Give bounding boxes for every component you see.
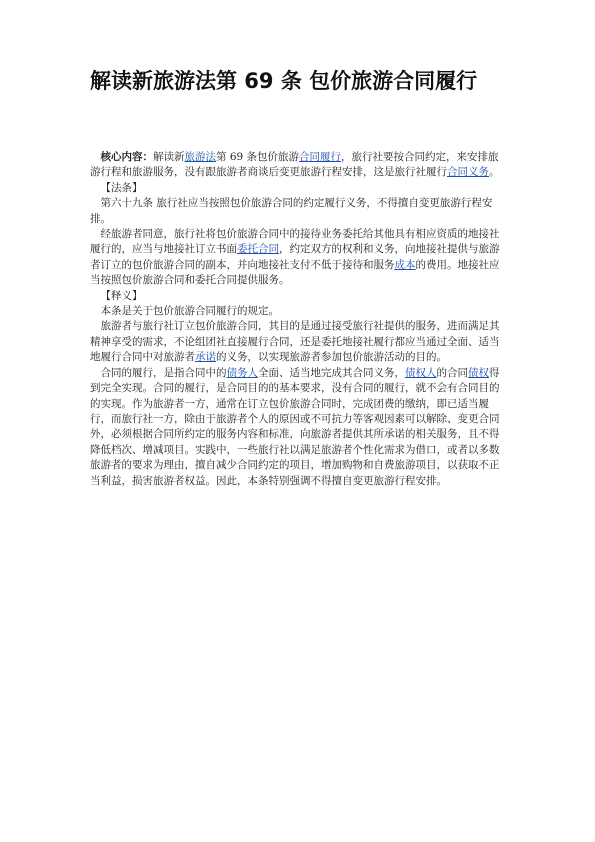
law-heading: 【法条】 [100, 181, 143, 194]
link-contract-performance[interactable]: 合同履行 [299, 151, 342, 163]
explanation-paragraph-3 [90, 366, 506, 489]
link-cost[interactable]: 成本 [394, 258, 416, 271]
summary-text: 第 69 条包价旅游 [216, 151, 300, 163]
explanation-text: 的义务，以实现旅游者参加包价旅游活动的目的。 [216, 351, 447, 364]
law-text: 的费用。地接社应当按照包价旅游合同和委托合同提供服务。 [90, 258, 500, 287]
page-title: 解读新旅游法第 69 条 包价旅游合同履行 [90, 69, 478, 93]
law-paragraph-2 [90, 227, 506, 289]
law-paragraph-1: 第六十九条 旅行社应当按照包价旅游合同的约定履行义务，不得擅自变更旅游行程安排。 [90, 197, 493, 225]
explanation-text: 全面、适当地完成其合同义务， [258, 366, 405, 379]
summary-paragraph [90, 150, 506, 181]
explanation-paragraph-2 [90, 319, 506, 365]
summary-text: 。 [489, 166, 500, 179]
law-text: ，约定双方的权利和义务，向地接社提供与旅游者订立的包价旅游合同的副本，并向地接社支付不低于接待和服务 [90, 243, 500, 271]
law-text: 经旅游者同意，旅行社将包价旅游合同中的接待业务委托给其他具有相应资质的地接社履行的，应当与地接社订立书面 [90, 228, 500, 256]
link-debtor[interactable]: 债务人 [226, 366, 258, 379]
explanation-text: 的合同 [436, 366, 468, 379]
link-tourism-law[interactable]: 旅游法 [184, 151, 216, 163]
explanation-paragraph-1: 本条是关于包价旅游合同履行的规定。 [100, 305, 279, 318]
summary-text: ，旅行社要按合同约定，来安排旅游行程和旅游服务，没有跟旅游者商谈后变更旅游行程安排，这是旅行社履行 [90, 151, 499, 179]
link-contract-obligation[interactable]: 合同义务 [447, 166, 489, 179]
link-entrustment-contract[interactable]: 委托合同 [237, 243, 279, 256]
explanation-text: 旅游者与旅行社订立包价旅游合同，其目的是通过接受旅行社提供的服务，进而满足其精神享受的需求，不论组团社直接履行合同，还是委托地接社履行都应当通过全面、适当地履行合同中对旅游者 [90, 320, 500, 364]
link-claim[interactable]: 债权 [468, 366, 489, 379]
summary-label: 核心内容： [100, 151, 153, 163]
explanation-heading: 【释义】 [100, 289, 143, 302]
link-promise[interactable]: 承诺 [195, 351, 216, 364]
article-body [90, 150, 506, 489]
explanation-text: 合同的履行，是指合同中的 [100, 366, 227, 379]
explanation-text: 得到完全实现。合同的履行，是合同目的的基本要求，没有合同的履行，就不会有合同目的的实现。作为旅游者一方，通常在订立包价旅游合同时，完成团费的缴纳，即已适当履行，而旅行社一方，除由于旅游者个人的原因或不可抗力等客观因素可以解除、变更合同外，必须根据合同所约定的服务内容和标准，向旅游者提供其所承诺的相关服务，且不得降低档次、增减项目。实践中，一些旅行社以满足旅游者个性化需求为借口，或者以多数旅游者的要求为理由，擅自减少合同约定的项目，增加购物和自费旅游项目，以获取不正当利益，损害旅游者权益。因此，本条特别强调不得擅自变更旅游行程安排。 [90, 366, 500, 487]
summary-text: 解读新 [153, 151, 185, 163]
link-creditor[interactable]: 债权人 [405, 366, 437, 379]
